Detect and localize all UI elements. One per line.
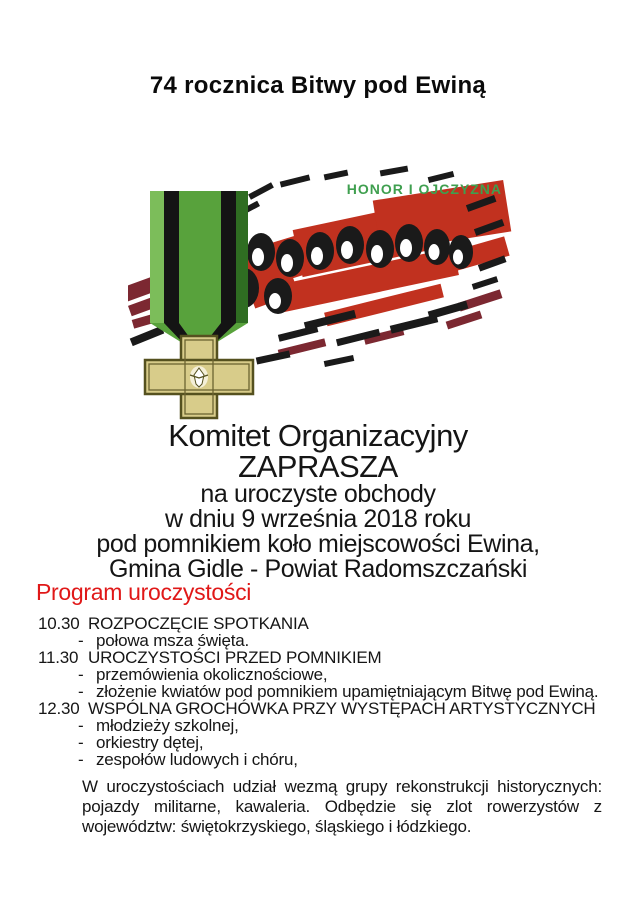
entry-item xyxy=(78,717,602,734)
schedule-entry xyxy=(38,615,602,649)
entry-item xyxy=(78,632,602,649)
program-heading: Program uroczystości xyxy=(36,579,252,605)
schedule-entry xyxy=(38,649,602,700)
entry-item-text: młodzieży szkolnej, xyxy=(96,716,239,735)
schedule-entry-head xyxy=(38,615,602,632)
entry-item xyxy=(78,666,602,683)
partisan-cross-icon xyxy=(145,336,253,418)
page-title: 74 rocznica Bitwy pod Ewiną xyxy=(149,72,487,99)
entry-title: WSPÓLNA GROCHÓWKA PRZY WYSTĘPACH ARTYSTYCZNYCH xyxy=(88,699,596,718)
entry-title: ROZPOCZĘCIE SPOTKANIA xyxy=(88,614,309,633)
entry-item-text: połowa msza święta. xyxy=(96,631,250,650)
entry-items xyxy=(78,666,602,700)
entry-item-text: przemówienia okolicznościowe, xyxy=(96,665,328,684)
invitation-line-place: pod pomnikiem koło miejscowości Ewina, xyxy=(96,530,540,558)
entry-items xyxy=(78,632,602,649)
entry-item-text: orkiestry dętej, xyxy=(96,733,204,752)
invitation-block xyxy=(0,420,636,582)
reenactment-note: W uroczystościach udział wezmą grupy rekonstrukcji historycznych: pojazdy militarne, kawaleria. Odbędzie się zlot rowerzystów z województw: świętokrzyskiego, śląskiego i łódzkiego. xyxy=(82,777,602,836)
schedule-entry xyxy=(38,700,602,768)
entry-item xyxy=(78,734,602,751)
medal-artwork xyxy=(128,148,512,420)
schedule-entry-head xyxy=(38,649,602,666)
dash-bullet xyxy=(78,734,96,751)
invitation-line-date: w dniu 9 września 2018 roku xyxy=(164,505,472,533)
dash-bullet xyxy=(78,632,96,649)
honor-ojczyzna-caption: HONOR I OJCZYZNA xyxy=(346,181,502,197)
invitation-line-region: Gmina Gidle - Powiat Radomszczański xyxy=(108,555,528,583)
entry-time: 12.30 xyxy=(38,699,80,718)
dash-bullet xyxy=(78,751,96,768)
entry-item-text: złożenie kwiatów pod pomnikiem upamiętniającym Bitwę pod Ewiną. xyxy=(96,682,599,701)
medal-ribbon xyxy=(150,191,248,344)
schedule-entry-head xyxy=(38,700,602,717)
program-schedule xyxy=(38,615,602,837)
entry-time: 10.30 xyxy=(38,614,80,633)
dash-bullet xyxy=(78,683,96,700)
entry-title: UROCZYSTOŚCI PRZED POMNIKIEM xyxy=(88,648,382,667)
medal-artwork-svg xyxy=(128,148,512,420)
invitation-line-committee: Komitet Organizacyjny xyxy=(168,418,468,453)
entry-item xyxy=(78,683,602,700)
invitation-line-occasion: na uroczyste obchody xyxy=(200,480,436,508)
dash-bullet xyxy=(78,666,96,683)
entry-time: 11.30 xyxy=(38,648,79,667)
cross-eagle xyxy=(190,366,208,388)
entry-items xyxy=(78,717,602,768)
invitation-line-invites: ZAPRASZA xyxy=(238,449,398,484)
entry-item xyxy=(78,751,602,768)
entry-item-text: zespołów ludowych i chóru, xyxy=(96,750,298,769)
dash-bullet xyxy=(78,717,96,734)
